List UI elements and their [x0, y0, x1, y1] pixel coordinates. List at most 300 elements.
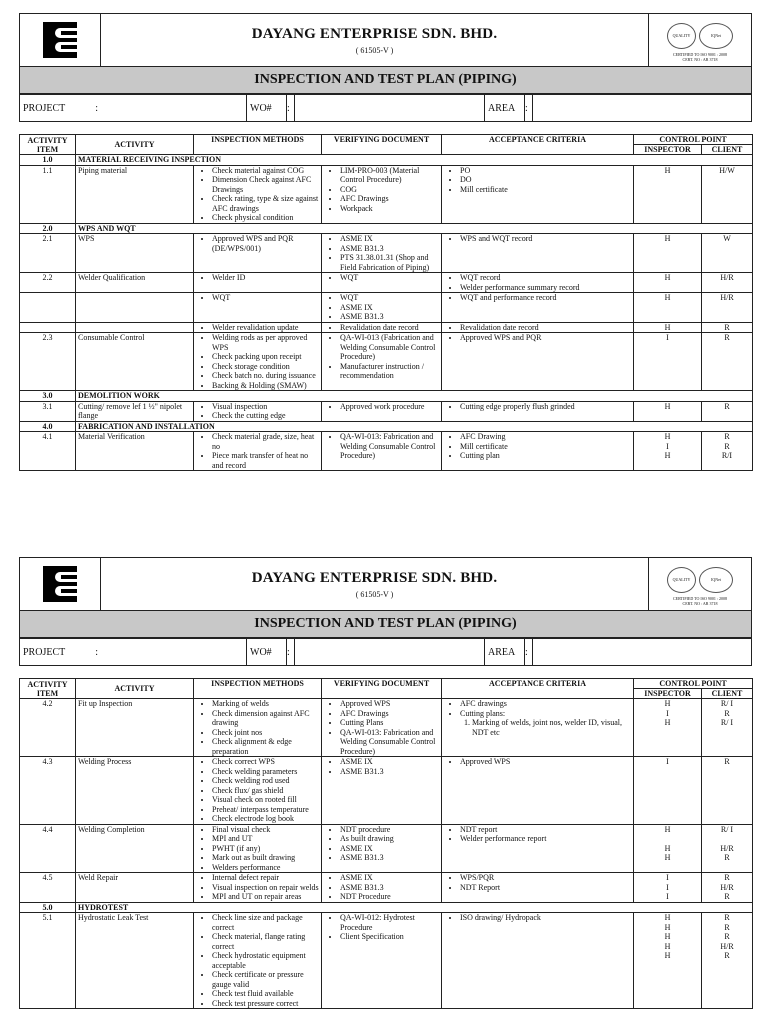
col-verifying-document: VERIFYING DOCUMENT: [322, 679, 442, 699]
iqnet-badge-icon: IQNet: [699, 23, 733, 49]
inspector-code: [636, 834, 699, 844]
document-item-list: [324, 913, 439, 942]
item-number: 2.2: [20, 273, 76, 293]
acceptance-criteria: [442, 873, 634, 903]
certification-badges: [649, 14, 752, 67]
item-number: [20, 293, 76, 323]
section-title: WPS AND WQT: [76, 223, 753, 234]
document-item: • ASME B31.3: [340, 883, 439, 893]
itp-table-2: [19, 678, 753, 1009]
section-title: HYDROTEST: [76, 902, 753, 913]
client-code: R: [724, 892, 730, 901]
col-control-point: CONTROL POINT: [634, 679, 753, 689]
inspector-code: I: [666, 757, 669, 766]
verifying-documents: [322, 322, 442, 333]
criteria-item: • Welder performance summary record: [460, 283, 631, 293]
criteria-item: • WPS and WQT record: [460, 234, 631, 244]
method-item: • Check storage condition: [212, 362, 319, 372]
client-code: [704, 834, 750, 844]
area-label: AREA: [485, 639, 525, 666]
method-item: • Check test fluid available: [212, 989, 319, 999]
criteria-item: • Cutting plans:: [460, 709, 631, 719]
document-header: [19, 557, 752, 638]
document-item: • LIM-PRO-003 (Material Control Procedure): [340, 166, 439, 185]
client-points: [702, 293, 753, 323]
client-code: R/ I: [720, 699, 734, 708]
acceptance-criteria: [442, 913, 634, 1009]
col-verifying-document: VERIFYING DOCUMENT: [322, 135, 442, 155]
method-item-list: [196, 873, 319, 902]
method-item: • Internal defect repair: [212, 873, 319, 883]
inspection-methods: [194, 234, 322, 273]
col-activity: ACTIVITY: [76, 135, 194, 155]
method-item: • Check batch no. during issuance: [212, 371, 319, 381]
inspector-code: I: [666, 892, 669, 901]
document-item: • As built drawing: [340, 834, 439, 844]
method-item: • Backing & Holding (SMAW): [212, 381, 319, 391]
inspector-points: [634, 273, 702, 293]
document-item: • ASME IX: [340, 303, 439, 313]
verifying-documents: [322, 432, 442, 471]
inspector-points: [634, 401, 702, 421]
inspector-code: I: [666, 333, 669, 342]
method-item-list: [196, 323, 319, 333]
method-item-list: [196, 699, 319, 756]
inspection-methods: [194, 699, 322, 757]
method-item-list: [196, 333, 319, 390]
table-row: [20, 293, 753, 323]
area-field[interactable]: [533, 639, 752, 666]
method-item: • MPI and UT on repair areas: [212, 892, 319, 902]
itp-sheet-2: [19, 557, 752, 1009]
inspector-code: I: [666, 873, 669, 882]
criteria-item: • PO: [460, 166, 631, 176]
acceptance-criteria: [442, 757, 634, 825]
inspector-code: H: [664, 824, 671, 834]
client-code: R/ I: [720, 718, 734, 727]
method-item: • Check material, flange rating correct: [212, 932, 319, 951]
col-inspection-methods: INSPECTION METHODS: [194, 135, 322, 155]
inspector-points: [634, 824, 702, 873]
document-item-list: [324, 333, 439, 381]
company-name: DAYANG ENTERPRISE SDN. BHD.: [251, 25, 498, 42]
item-number: 5.1: [20, 913, 76, 1009]
method-item: • Check rating, type & size against AFC drawings: [212, 194, 319, 213]
client-code: R: [724, 757, 730, 766]
criteria-item-list: [444, 913, 631, 923]
document-item: • ASME B31.3: [340, 853, 439, 863]
verifying-documents: [322, 293, 442, 323]
criteria-subitem: 1. Marking of welds, joint nos, welder ID, visual, NDT etc: [472, 718, 631, 737]
method-item: • Check physical condition: [212, 213, 319, 223]
area-label: AREA: [485, 95, 525, 122]
section-title: MATERIAL RECEIVING INSPECTION: [76, 155, 753, 166]
col-inspector: INSPECTOR: [634, 145, 702, 155]
section-number: 2.0: [20, 223, 76, 234]
client-points: [702, 165, 753, 223]
section-title: FABRICATION AND INSTALLATION: [76, 421, 753, 432]
activity-name: Piping material: [76, 165, 194, 223]
method-item: • Check welding parameters: [212, 767, 319, 777]
method-item: • Check dimension against AFC drawing: [212, 709, 319, 728]
method-item: • Welder revalidation update: [212, 323, 319, 333]
method-item: • Check flux/ gas shield: [212, 786, 319, 796]
criteria-item: • Cutting plan: [460, 451, 631, 461]
verifying-documents: [322, 165, 442, 223]
criteria-item: • Cutting edge properly flush grinded: [460, 402, 631, 412]
cert-text: CERTIFIED TO ISO 9001 : 2008 CERT. NO : AR 3718: [673, 51, 727, 62]
criteria-item: • Revalidation date record: [460, 323, 631, 333]
activity-name: Welder Qualification: [76, 273, 194, 293]
itp-table-1: [19, 134, 753, 471]
section-number: 1.0: [20, 155, 76, 166]
client-code: H/R: [720, 273, 734, 282]
table-row: [20, 401, 753, 421]
method-item: • Marking of welds: [212, 699, 319, 709]
acceptance-criteria: [442, 234, 634, 273]
client-code: R: [724, 708, 730, 718]
criteria-item-list: [444, 699, 631, 718]
inspection-methods: [194, 401, 322, 421]
iqnet-badge-icon: IQNet: [699, 567, 733, 593]
method-item-list: [196, 757, 319, 824]
criteria-item-list: [444, 333, 631, 343]
method-item: • PWHT (if any): [212, 844, 319, 854]
client-points: [702, 234, 753, 273]
inspector-code: H: [664, 273, 671, 282]
criteria-item-list: [444, 273, 631, 292]
col-activity-item: ACTIVITY ITEM: [20, 679, 76, 699]
document-item: • QA-WI-013: Fabrication and Welding Consumable Control Procedure): [340, 728, 439, 757]
client-code: R: [724, 913, 730, 922]
item-number: 4.1: [20, 432, 76, 471]
activity-name: Consumable Control: [76, 333, 194, 391]
document-item: • ASME B31.3: [340, 244, 439, 254]
inspector-code: H: [664, 843, 671, 853]
table-row: [20, 432, 753, 471]
document-item: • Cutting Plans: [340, 718, 439, 728]
inspection-methods: [194, 432, 322, 471]
project-row: PROJECT : WO# : AREA :: [19, 94, 752, 122]
table-row: [20, 273, 753, 293]
table-row: [20, 913, 753, 1009]
criteria-item: • NDT Report: [460, 883, 631, 893]
method-item: • Welders performance: [212, 863, 319, 873]
activity-name: Welding Process: [76, 757, 194, 825]
section-row: [20, 391, 753, 402]
document-item: • Approved WPS: [340, 699, 439, 709]
method-item: • Check alignment & edge preparation: [212, 737, 319, 756]
col-activity: ACTIVITY: [76, 679, 194, 699]
item-number: 4.3: [20, 757, 76, 825]
criteria-item: • AFC Drawing: [460, 432, 631, 442]
criteria-item: • ISO drawing/ Hydropack: [460, 913, 631, 923]
section-number: 5.0: [20, 902, 76, 913]
client-code: R: [724, 853, 730, 862]
table-row: [20, 234, 753, 273]
client-code: R: [724, 432, 730, 441]
criteria-item-list: [444, 873, 631, 892]
method-item: • Check test pressure correct: [212, 999, 319, 1009]
inspector-code: H: [664, 718, 671, 727]
company-reg-no: ( 61505-V ): [355, 45, 394, 55]
acceptance-criteria: [442, 273, 634, 293]
inspector-code: H: [664, 293, 671, 302]
criteria-item: • Mill certificate: [460, 185, 631, 195]
activity-name: [76, 322, 194, 333]
acceptance-criteria: [442, 401, 634, 421]
item-number: 4.5: [20, 873, 76, 903]
method-item-list: [196, 234, 319, 253]
inspector-points: [634, 322, 702, 333]
document-item: • Approved work procedure: [340, 402, 439, 412]
document-item: • ASME IX: [340, 757, 439, 767]
item-number: [20, 322, 76, 333]
document-item-list: [324, 293, 439, 322]
method-item: • Welding rods as per approved WPS: [212, 333, 319, 352]
criteria-item: • NDT report: [460, 825, 631, 835]
criteria-item: • Approved WPS: [460, 757, 631, 767]
item-number: 4.4: [20, 824, 76, 873]
company-reg-no: ( 61505-V ): [355, 589, 394, 599]
table-row: [20, 333, 753, 391]
verifying-documents: [322, 273, 442, 293]
inspector-points: [634, 333, 702, 391]
inspection-methods: [194, 322, 322, 333]
criteria-item: • WQT record: [460, 273, 631, 283]
method-item: • Check correct WPS: [212, 757, 319, 767]
inspector-code: H: [664, 322, 671, 332]
criteria-item-list: [444, 323, 631, 333]
criteria-item: • DO: [460, 175, 631, 185]
criteria-item-list: [444, 825, 631, 844]
item-number: 2.1: [20, 234, 76, 273]
method-item: • Mark out as built drawing: [212, 853, 319, 863]
inspection-methods: [194, 757, 322, 825]
method-item-list: [196, 166, 319, 223]
inspector-code: H: [664, 165, 671, 175]
client-code: R: [724, 932, 730, 941]
client-code: H/W: [719, 165, 735, 175]
client-code: H/R: [720, 941, 734, 951]
sirim-badge-icon: QUALITY: [667, 567, 696, 593]
client-code: H/R: [720, 843, 734, 853]
activity-name: Material Verification: [76, 432, 194, 471]
inspector-code: H: [664, 941, 671, 951]
client-points: [702, 699, 753, 757]
client-points: [702, 322, 753, 333]
criteria-item-list: [444, 757, 631, 767]
inspection-methods: [194, 333, 322, 391]
verifying-documents: [322, 401, 442, 421]
client-code: R: [724, 922, 730, 932]
cert-text: CERTIFIED TO ISO 9001 : 2008 CERT. NO : AR 3718: [673, 595, 727, 606]
method-item: • Visual inspection on repair welds: [212, 883, 319, 893]
document-header: [19, 13, 752, 94]
section-row: [20, 155, 753, 166]
inspection-methods: [194, 165, 322, 223]
inspector-points: [634, 432, 702, 471]
inspector-code: H: [664, 853, 671, 862]
document-item: • ASME B31.3: [340, 767, 439, 777]
area-field[interactable]: [533, 95, 752, 122]
col-inspection-methods: INSPECTION METHODS: [194, 679, 322, 699]
verifying-documents: [322, 333, 442, 391]
method-item: • Piece mark transfer of heat no and record: [212, 451, 319, 470]
acceptance-criteria: [442, 824, 634, 873]
activity-name: Weld Repair: [76, 873, 194, 903]
document-item: • QA-WI-013 (Fabrication and Welding Consumable Control Procedure): [340, 333, 439, 362]
client-points: [702, 757, 753, 825]
criteria-item: • Approved WPS and PQR: [460, 333, 631, 343]
method-item: • MPI and UT: [212, 834, 319, 844]
method-item: • Visual inspection: [212, 402, 319, 412]
client-code: R: [724, 441, 730, 451]
document-item: • NDT Procedure: [340, 892, 439, 902]
inspector-points: [634, 165, 702, 223]
acceptance-criteria: [442, 322, 634, 333]
document-item-list: [324, 699, 439, 756]
company-name: DAYANG ENTERPRISE SDN. BHD.: [251, 569, 498, 586]
document-item: • WQT: [340, 273, 439, 283]
col-client: CLIENT: [702, 145, 753, 155]
acceptance-criteria: [442, 165, 634, 223]
verifying-documents: [322, 699, 442, 757]
acceptance-criteria: [442, 293, 634, 323]
col-inspector: INSPECTOR: [634, 689, 702, 699]
inspector-points: [634, 699, 702, 757]
client-code: R: [724, 322, 730, 332]
col-control-point: CONTROL POINT: [634, 135, 753, 145]
item-number: 2.3: [20, 333, 76, 391]
criteria-item-list: [444, 166, 631, 195]
method-item-list: [196, 402, 319, 421]
activity-name: WPS: [76, 234, 194, 273]
method-item: • Check packing upon receipt: [212, 352, 319, 362]
client-points: [702, 333, 753, 391]
method-item-list: [196, 293, 319, 303]
col-acceptance-criteria: ACCEPTANCE CRITERIA: [442, 135, 634, 155]
document-item: • Client Specification: [340, 932, 439, 942]
document-item: • Manufacturer instruction / recommendation: [340, 362, 439, 381]
document-item-list: [324, 825, 439, 863]
client-code: R: [724, 873, 730, 882]
client-code: R: [724, 401, 730, 411]
client-code: H/R: [720, 882, 734, 892]
document-item-list: [324, 323, 439, 333]
verifying-documents: [322, 234, 442, 273]
document-item: • AFC Drawings: [340, 709, 439, 719]
item-number: 4.2: [20, 699, 76, 757]
document-item-list: [324, 234, 439, 272]
document-item-list: [324, 273, 439, 283]
document-item: • ASME IX: [340, 234, 439, 244]
criteria-item: • AFC drawings: [460, 699, 631, 709]
method-item-list: [196, 913, 319, 1008]
client-code: H/R: [720, 293, 734, 302]
criteria-item-list: [444, 402, 631, 412]
method-item: • Check material grade, size, heat no: [212, 432, 319, 451]
inspector-code: H: [664, 234, 671, 243]
itp-sheet-1: [19, 13, 752, 471]
wo-field[interactable]: [295, 95, 485, 122]
inspector-code: H: [664, 951, 671, 960]
company-logo: [20, 558, 101, 611]
inspector-code: H: [664, 432, 671, 441]
acceptance-criteria: [442, 699, 634, 757]
method-item: • Check electrode log book: [212, 814, 319, 824]
inspector-points: [634, 293, 702, 323]
activity-name: Welding Completion: [76, 824, 194, 873]
inspector-points: [634, 873, 702, 903]
inspection-methods: [194, 873, 322, 903]
document-item: • ASME IX: [340, 844, 439, 854]
method-item: • Final visual check: [212, 825, 319, 835]
client-points: [702, 913, 753, 1009]
item-number: 1.1: [20, 165, 76, 223]
client-points: [702, 273, 753, 293]
table-row: [20, 322, 753, 333]
inspector-code: H: [664, 401, 671, 411]
document-item-list: [324, 166, 439, 214]
criteria-item: • Welder performance report: [460, 834, 631, 844]
client-points: [702, 824, 753, 873]
document-item: • QA-WI-013: Fabrication and Welding Consumable Control Procedure): [340, 432, 439, 461]
table-row: [20, 824, 753, 873]
table-row: [20, 873, 753, 903]
client-points: [702, 432, 753, 471]
wo-label: WO#: [247, 95, 287, 122]
document-item: • WQT: [340, 293, 439, 303]
inspector-code: H: [664, 932, 671, 941]
document-item: • PTS 31.38.01.31 (Shop and Field Fabrication of Piping): [340, 253, 439, 272]
verifying-documents: [322, 757, 442, 825]
method-item: • Check hydrostatic equipment acceptable: [212, 951, 319, 970]
inspection-methods: [194, 273, 322, 293]
client-points: [702, 401, 753, 421]
inspector-points: [634, 234, 702, 273]
client-code: W: [723, 234, 731, 243]
project-row: PROJECT : WO# : AREA :: [19, 638, 752, 666]
col-acceptance-criteria: ACCEPTANCE CRITERIA: [442, 679, 634, 699]
activity-name: [76, 293, 194, 323]
inspector-points: [634, 757, 702, 825]
table-row: [20, 165, 753, 223]
client-code: R/ I: [720, 824, 734, 834]
method-item: • Check joint nos: [212, 728, 319, 738]
criteria-item-list: [444, 234, 631, 244]
document-item: • ASME B31.3: [340, 312, 439, 322]
section-row: [20, 902, 753, 913]
inspector-code: H: [664, 922, 671, 932]
method-item-list: [196, 432, 319, 470]
method-item: • Approved WPS and PQR (DE/WPS/001): [212, 234, 319, 253]
wo-field[interactable]: [295, 639, 485, 666]
inspection-methods: [194, 913, 322, 1009]
col-activity-item: ACTIVITY ITEM: [20, 135, 76, 155]
method-item: • Check welding rod used: [212, 776, 319, 786]
item-number: 3.1: [20, 401, 76, 421]
method-item: • Welder ID: [212, 273, 319, 283]
document-item: • COG: [340, 185, 439, 195]
method-item: • Check certificate or pressure gauge valid: [212, 970, 319, 989]
document-item: • QA-WI-012: Hydrotest Procedure: [340, 913, 439, 932]
inspector-code: I: [666, 441, 669, 451]
acceptance-criteria: [442, 432, 634, 471]
client-points: [702, 873, 753, 903]
document-item: • ASME IX: [340, 873, 439, 883]
criteria-item: • WQT and performance record: [460, 293, 631, 303]
